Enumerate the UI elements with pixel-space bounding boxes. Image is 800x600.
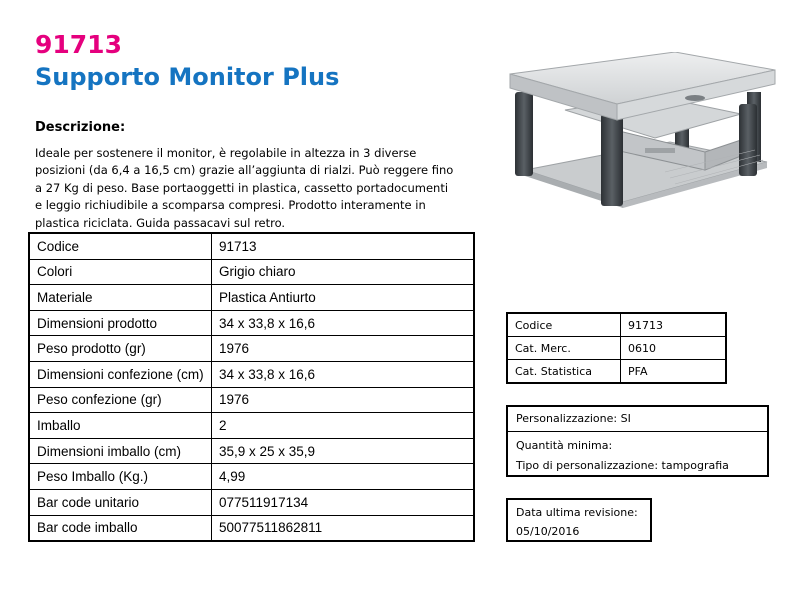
catalog-row — [507, 337, 726, 360]
spec-row-value: 91713 — [212, 233, 475, 259]
catalog-row-label: Codice — [507, 313, 621, 337]
spec-row — [29, 285, 474, 311]
catalog-row-value: 91713 — [621, 313, 727, 337]
spec-row-label: Peso confezione (gr) — [29, 387, 212, 413]
spec-row-label: Colori — [29, 259, 212, 285]
spec-row — [29, 361, 474, 387]
spec-row-label: Materiale — [29, 285, 212, 311]
spec-row-label: Peso Imballo (Kg.) — [29, 464, 212, 490]
personalization-line: Personalizzazione: SI — [508, 407, 767, 432]
product-code: 91713 — [35, 30, 122, 59]
spec-row-value: 2 — [212, 413, 475, 439]
spec-row — [29, 233, 474, 259]
catalog-row-label: Cat. Statistica — [507, 360, 621, 384]
spec-row-label: Dimensioni confezione (cm) — [29, 361, 212, 387]
spec-row-label: Bar code imballo — [29, 515, 212, 541]
spec-row-value: 4,99 — [212, 464, 475, 490]
revision-box — [506, 498, 652, 542]
spec-row-value: 35,9 x 25 x 35,9 — [212, 438, 475, 464]
spec-row — [29, 387, 474, 413]
spec-row — [29, 438, 474, 464]
spec-row — [29, 489, 474, 515]
spec-row-value: 1976 — [212, 387, 475, 413]
spec-row — [29, 259, 474, 285]
spec-row-label: Dimensioni prodotto — [29, 310, 212, 336]
spec-row-value: 50077511862811 — [212, 515, 475, 541]
spec-row-value: 077511917134 — [212, 489, 475, 515]
personalization-box — [506, 405, 769, 477]
description-heading: Descrizione: — [35, 120, 126, 135]
spec-row-label: Codice — [29, 233, 212, 259]
spec-row — [29, 464, 474, 490]
catalog-row-value: PFA — [621, 360, 727, 384]
spec-row — [29, 336, 474, 362]
spec-row-value: 34 x 33,8 x 16,6 — [212, 310, 475, 336]
spec-row — [29, 413, 474, 439]
spec-row-value: 1976 — [212, 336, 475, 362]
spec-row — [29, 310, 474, 336]
spec-row — [29, 515, 474, 541]
revision-date: 05/10/2016 — [516, 525, 580, 538]
revision-label: Data ultima revisione: — [516, 506, 638, 519]
spec-row-value: Plastica Antiurto — [212, 285, 475, 311]
catalog-table — [506, 312, 727, 384]
spec-row-value: 34 x 33,8 x 16,6 — [212, 361, 475, 387]
monitor-stand-image — [505, 52, 780, 214]
specs-table — [28, 232, 475, 542]
spec-row-label: Bar code unitario — [29, 489, 212, 515]
catalog-row — [507, 360, 726, 384]
description-text: Ideale per sostenere il monitor, è regolabile in altezza in 3 diverse posizioni (da 6,4 a 16,5 cm) grazie all’aggiunta di rialzi. Può reggere fino a 27 Kg di peso. Base portaoggetti in plastica, cassetto portadocumenti e leggio richiudibile a scomparsa compresi. Prodotto interamente in plastica riciclata. Guida passacavi sul retro. — [35, 146, 454, 230]
personalization-type-line: Tipo di personalizzazione: tampografia — [516, 459, 729, 472]
spec-row-label: Peso prodotto (gr) — [29, 336, 212, 362]
spec-row-value: Grigio chiaro — [212, 259, 475, 285]
spec-row-label: Dimensioni imballo (cm) — [29, 438, 212, 464]
spec-row-label: Imballo — [29, 413, 212, 439]
catalog-row-value: 0610 — [621, 337, 727, 360]
product-title: Supporto Monitor Plus — [35, 63, 340, 91]
minimum-quantity-line: Quantità minima: — [516, 439, 613, 452]
catalog-row-label: Cat. Merc. — [507, 337, 621, 360]
catalog-row — [507, 313, 726, 337]
